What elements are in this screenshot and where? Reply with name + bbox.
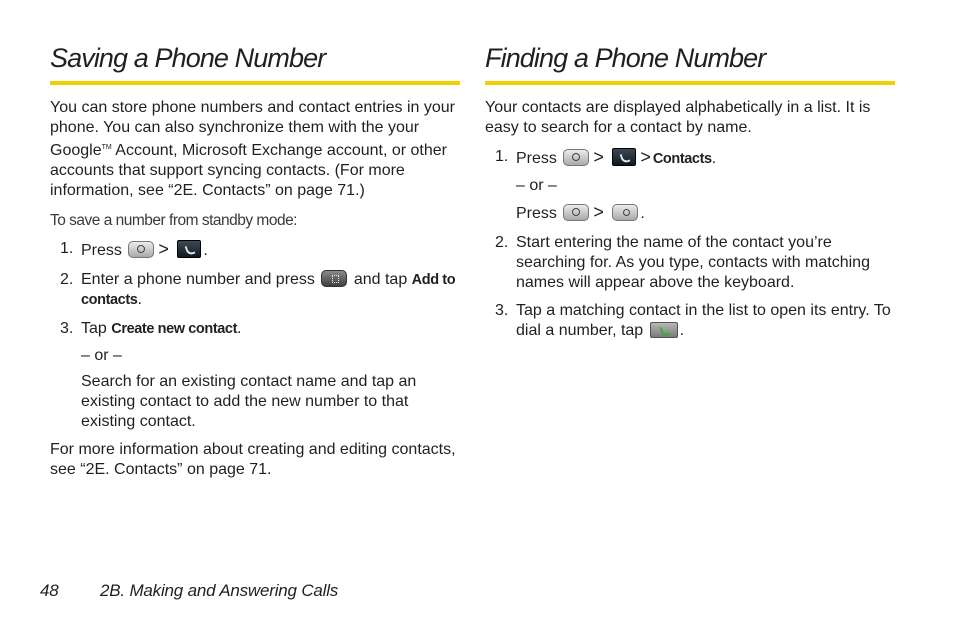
- step-text: Enter a phone number and press: [81, 271, 315, 288]
- menu-key-icon: [321, 270, 347, 287]
- section-heading-saving: Saving a Phone Number: [50, 43, 326, 73]
- steps-list-continued: [485, 233, 895, 341]
- phone-app-icon: [612, 148, 636, 166]
- step-text: Tap: [81, 320, 112, 337]
- page-footer: [40, 580, 338, 602]
- step-item: [485, 301, 895, 341]
- footer-section-title: 2B. Making and Answering Calls: [100, 581, 339, 600]
- heading-rule: [485, 81, 895, 85]
- right-column: [485, 40, 895, 341]
- step-text: Press: [516, 150, 557, 167]
- step-number: 2.: [60, 271, 74, 288]
- procedure-subhead: To save a number from standby mode:: [50, 212, 297, 229]
- intro-paragraph: Your contacts are displayed alphabetically in a list. It is easy to search for a contact by name.: [485, 99, 871, 136]
- step-bold-label: Contacts: [652, 151, 712, 167]
- phone-app-icon: [177, 240, 201, 258]
- page-number: 48: [40, 581, 59, 600]
- step-text-2: and tap: [349, 271, 412, 288]
- step-end: .: [203, 242, 208, 259]
- step-number: 2.: [495, 234, 509, 251]
- step-text: Press: [81, 242, 122, 259]
- steps-list: [485, 147, 895, 169]
- step-text: Tap a matching contact in the list to open its entry. To dial a number, tap: [516, 302, 891, 339]
- home-key-icon: [563, 204, 589, 221]
- step-item: [485, 147, 895, 169]
- home-key-icon: [128, 241, 154, 258]
- step-separator: >: [158, 239, 169, 259]
- step-end: .: [711, 150, 717, 167]
- step-item: [50, 239, 460, 261]
- step-number: 3.: [495, 302, 509, 319]
- left-column: [50, 40, 460, 480]
- alternative-step: [485, 202, 895, 224]
- step-end: .: [237, 320, 242, 337]
- step-bold-label: Create new contact: [111, 321, 238, 337]
- or-separator: – or –: [516, 177, 557, 194]
- step-item: [485, 233, 895, 293]
- or-separator: – or –: [81, 347, 122, 364]
- search-key-icon: [612, 204, 638, 221]
- intro-text-a: You can store phone numbers and contact entries in your phone. You can also synchronize them with the your Google: [50, 99, 455, 159]
- step-separator: >: [593, 147, 604, 167]
- step-number: 1.: [60, 240, 74, 257]
- step-end: .: [137, 291, 142, 308]
- intro-paragraph: [50, 98, 460, 201]
- intro-text-b: Account, Microsoft Exchange account, or other accounts that support syncing contacts. (For more information, see “2E. Contacts” on page 71.): [50, 142, 447, 199]
- dial-icon: [650, 322, 678, 338]
- step-separator: >: [640, 147, 651, 167]
- step-text: Start entering the name of the contact you’re searching for. As you type, contacts with matching names will appear above the keyboard.: [516, 234, 870, 291]
- heading-rule: [50, 81, 460, 85]
- step-bold-label: Add to contacts: [81, 272, 456, 308]
- alt-end: .: [640, 205, 645, 222]
- step-separator: >: [593, 202, 604, 222]
- more-info-paragraph: For more information about creating and editing contacts, see “2E. Contacts” on page 71.: [50, 441, 456, 478]
- step-number: 1.: [495, 148, 509, 165]
- section-heading-finding: Finding a Phone Number: [485, 43, 766, 73]
- step-number: 3.: [60, 320, 74, 337]
- step-end: .: [679, 322, 685, 339]
- alt-press-text: Press: [516, 205, 557, 222]
- alternative-step-text: Search for an existing contact name and tap an existing contact to add the new number to that existing contact.: [81, 373, 417, 430]
- home-key-icon: [563, 149, 589, 166]
- trademark-mark: TM: [101, 144, 112, 151]
- step-item: [50, 319, 460, 339]
- steps-list: [50, 239, 460, 339]
- step-item: [50, 270, 460, 310]
